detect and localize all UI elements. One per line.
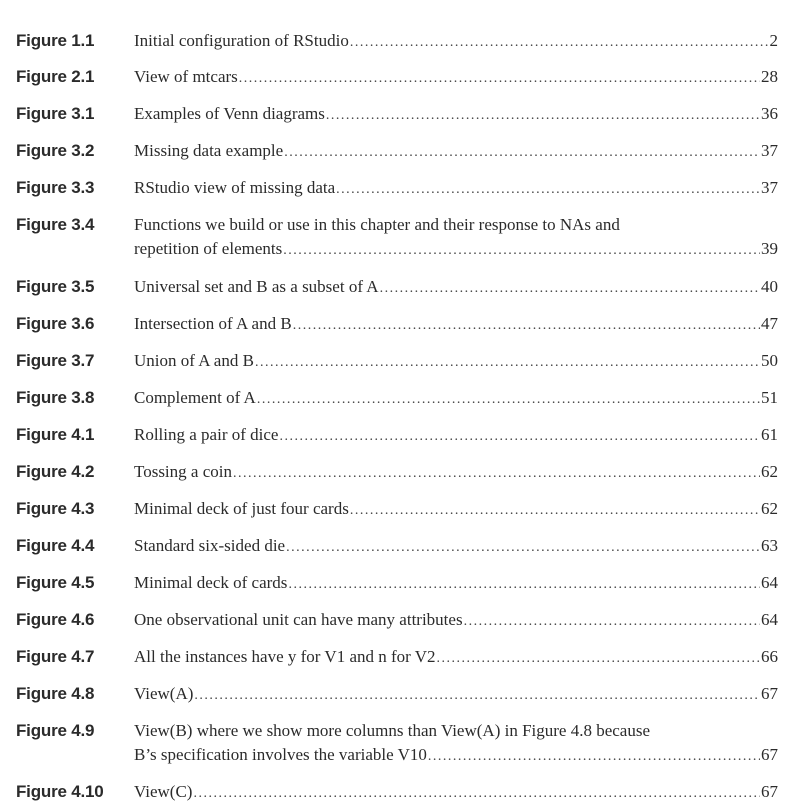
figure-label: Figure 4.8 xyxy=(16,684,95,703)
figure-title: View(C) xyxy=(134,782,193,801)
figure-label: Figure 3.4 xyxy=(16,215,95,234)
page-number: 37 xyxy=(761,178,778,197)
figure-description xyxy=(134,423,778,447)
page-number: 28 xyxy=(761,67,778,86)
dot-leader xyxy=(336,178,760,200)
figure-label: Figure 3.3 xyxy=(16,178,95,197)
dot-leader xyxy=(428,745,760,767)
figure-title: Initial configuration of RStudio xyxy=(134,31,349,50)
dot-leader xyxy=(293,314,760,336)
figure-label: Figure 4.2 xyxy=(16,462,95,481)
figure-label: Figure 4.6 xyxy=(16,610,95,629)
figure-label: Figure 1.1 xyxy=(16,31,95,50)
figure-title: Minimal deck of just four cards xyxy=(134,499,349,518)
figure-label: Figure 3.6 xyxy=(16,314,95,333)
dot-leader xyxy=(255,351,760,373)
figure-label: Figure 4.1 xyxy=(16,425,95,444)
page-number: 47 xyxy=(761,314,778,333)
page-number: 37 xyxy=(761,141,778,160)
figure-title: Rolling a pair of dice xyxy=(134,425,279,444)
figure-title: One observational unit can have many attributes xyxy=(134,610,463,629)
dot-leader xyxy=(193,782,760,804)
page-number: 67 xyxy=(761,782,778,801)
figure-title: Union of A and B xyxy=(134,351,254,370)
figure-label: Figure 3.2 xyxy=(16,141,95,160)
page-number: 50 xyxy=(761,351,778,370)
figure-description xyxy=(134,534,778,558)
figure-title: Tossing a coin xyxy=(134,462,232,481)
page-number: 67 xyxy=(761,684,778,703)
figure-label: Figure 3.1 xyxy=(16,104,95,123)
figure-description xyxy=(134,29,778,53)
dot-leader xyxy=(257,388,760,410)
figure-title-continued: repetition of elements xyxy=(134,239,283,258)
dot-leader xyxy=(194,684,760,706)
figure-description xyxy=(134,719,778,767)
figure-label: Figure 3.8 xyxy=(16,388,95,407)
figure-description xyxy=(134,571,778,595)
dot-leader xyxy=(279,425,760,447)
figure-label: Figure 4.7 xyxy=(16,647,95,666)
dot-leader xyxy=(326,104,760,126)
figure-title: All the instances have y for V1 and n for V2 xyxy=(134,647,436,666)
page-number: 67 xyxy=(761,745,778,764)
figure-description xyxy=(134,349,778,373)
dot-leader xyxy=(239,67,760,89)
figure-title: Minimal deck of cards xyxy=(134,573,288,592)
page-number: 39 xyxy=(761,239,778,258)
dot-leader xyxy=(350,499,760,521)
figure-description xyxy=(134,608,778,632)
figure-label: Figure 2.1 xyxy=(16,67,95,86)
page-number: 2 xyxy=(769,31,778,50)
page-number: 66 xyxy=(761,647,778,666)
figure-label: Figure 4.3 xyxy=(16,499,95,518)
figure-title-continued: B’s specification involves the variable V10 xyxy=(134,745,427,764)
figure-title: Standard six-sided die xyxy=(134,536,286,555)
figure-description xyxy=(134,460,778,484)
figure-title: View(B) where we show more columns than View(A) in Figure 4.8 because xyxy=(134,721,651,740)
figure-title: Intersection of A and B xyxy=(134,314,292,333)
figure-description xyxy=(134,102,778,126)
dot-leader xyxy=(380,277,760,299)
figure-description xyxy=(134,497,778,521)
figure-description xyxy=(134,176,778,200)
figure-label: Figure 4.5 xyxy=(16,573,95,592)
figure-description xyxy=(134,312,778,336)
figure-description xyxy=(134,275,778,299)
figure-title: View of mtcars xyxy=(134,67,238,86)
figure-description xyxy=(134,65,778,89)
page-number: 40 xyxy=(761,277,778,296)
dot-leader xyxy=(284,141,760,163)
figure-title: Examples of Venn diagrams xyxy=(134,104,325,123)
figure-title: RStudio view of missing data xyxy=(134,178,336,197)
figure-title: Complement of A xyxy=(134,388,256,407)
dot-leader xyxy=(233,462,760,484)
figure-description xyxy=(134,386,778,410)
dot-leader xyxy=(437,647,760,669)
figure-label: Figure 4.9 xyxy=(16,721,95,740)
figure-title: Functions we build or use in this chapter and their response to NAs and xyxy=(134,215,620,234)
figure-label: Figure 4.10 xyxy=(16,782,104,801)
page-number: 62 xyxy=(761,499,778,518)
dot-leader xyxy=(350,31,769,53)
figure-title: Universal set and B as a subset of A xyxy=(134,277,379,296)
figure-title: View(A) xyxy=(134,684,194,703)
figure-description xyxy=(134,682,778,706)
page-number: 64 xyxy=(761,610,778,629)
page-number: 51 xyxy=(761,388,778,407)
figure-description xyxy=(134,780,778,804)
page-number: 61 xyxy=(761,425,778,444)
figure-description xyxy=(134,645,778,669)
figure-label: Figure 3.7 xyxy=(16,351,95,370)
page-number: 64 xyxy=(761,573,778,592)
figure-label: Figure 3.5 xyxy=(16,277,95,296)
dot-leader xyxy=(464,610,760,632)
figure-label: Figure 4.4 xyxy=(16,536,95,555)
dot-leader xyxy=(286,536,760,558)
page-number: 63 xyxy=(761,536,778,555)
page-number: 62 xyxy=(761,462,778,481)
figure-description xyxy=(134,139,778,163)
dot-leader xyxy=(283,239,760,261)
figure-title: Missing data example xyxy=(134,141,284,160)
dot-leader xyxy=(288,573,760,595)
figure-description xyxy=(134,213,778,261)
page-number: 36 xyxy=(761,104,778,123)
